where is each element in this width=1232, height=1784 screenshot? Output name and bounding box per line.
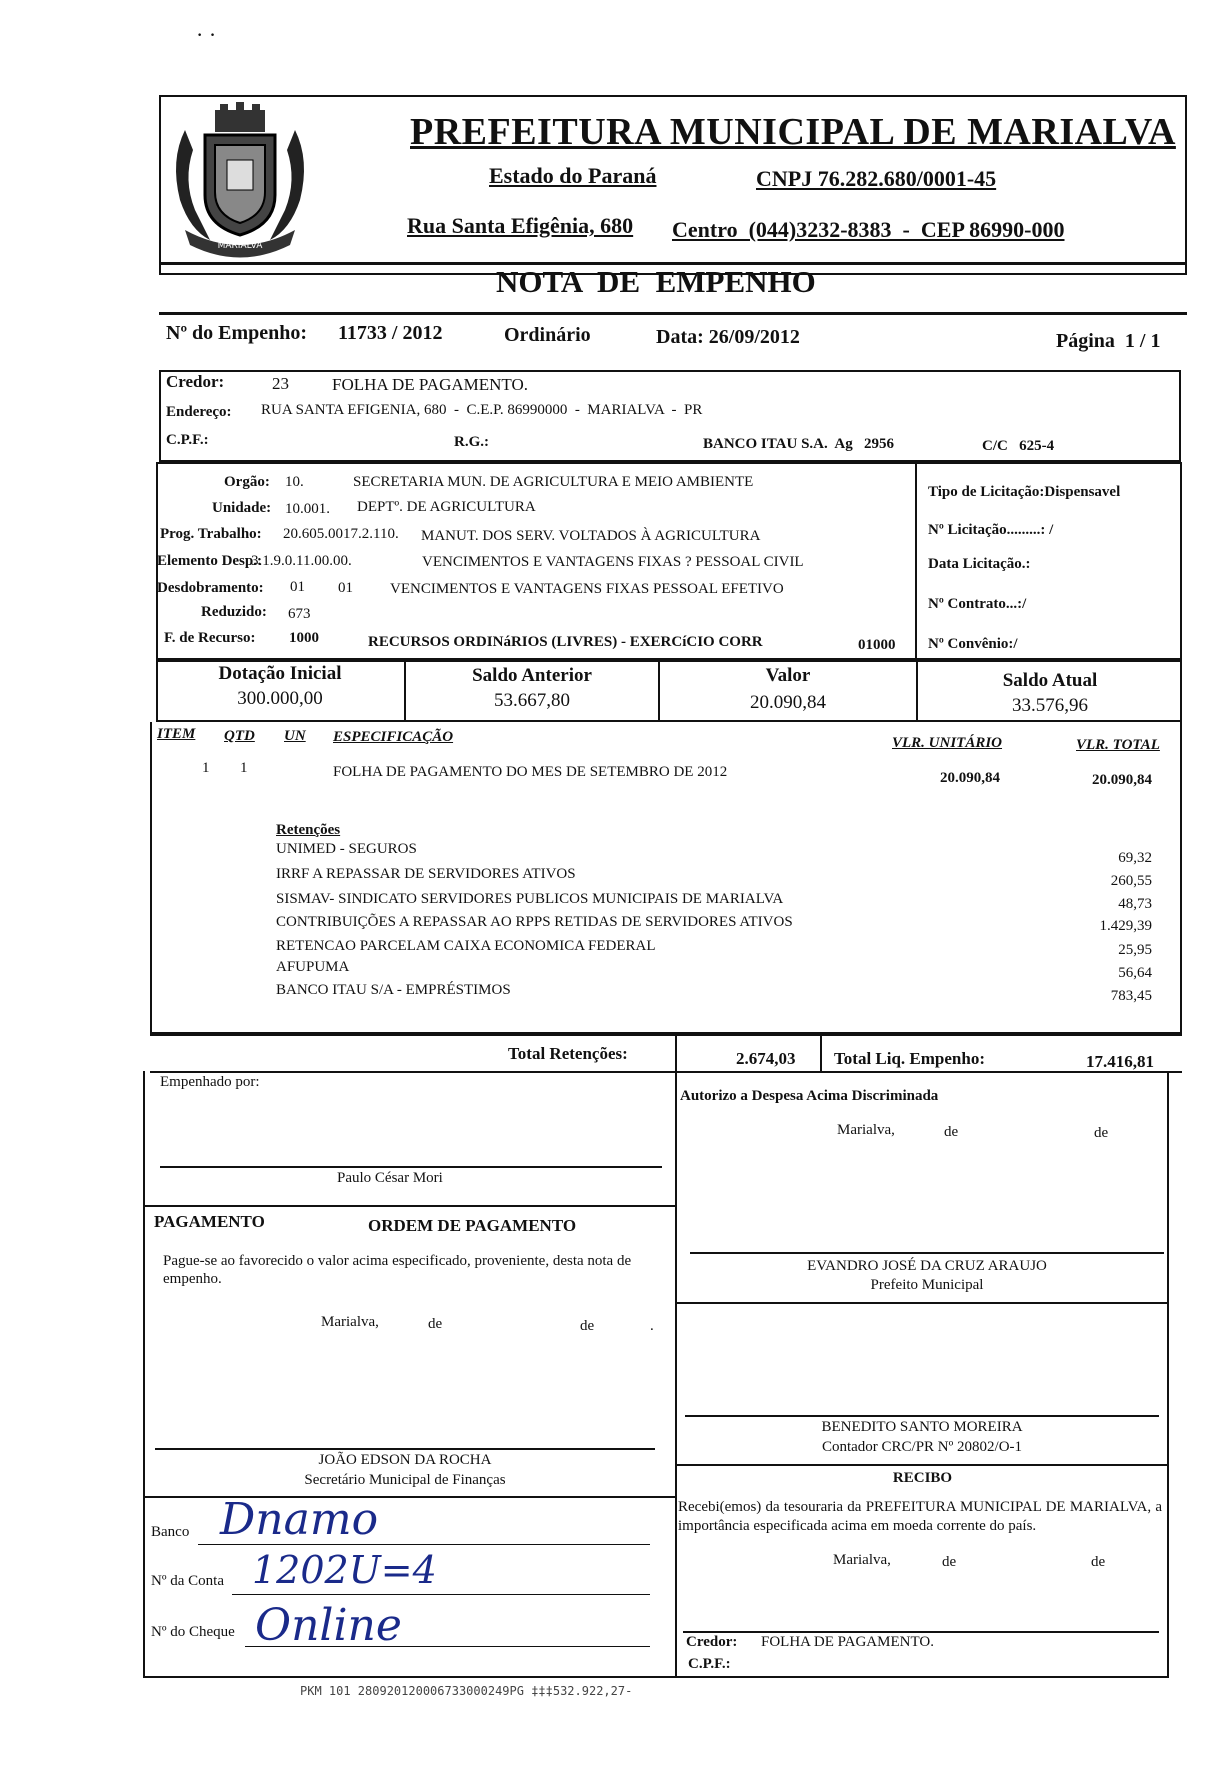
recibo-credor-value: FOLHA DE PAGAMENTO. — [761, 1634, 934, 1650]
retencao-desc: SISMAV- SINDICATO SERVIDORES PUBLICOS MUNICIPAIS DE MARIALVA — [276, 891, 784, 907]
left-dot: . — [650, 1318, 654, 1334]
retencao-desc: BANCO ITAU S/A - EMPRÉSTIMOS — [276, 982, 511, 998]
retencao-value: 25,95 — [1118, 942, 1152, 958]
contador-role: Contador CRC/PR Nº 20802/O-1 — [821, 1439, 1023, 1455]
address-phone-cep: Centro (044)3232-8383 - CEP 86990-000 — [672, 217, 1065, 242]
handwritten-conta: 1202U=4 — [252, 1548, 437, 1592]
scan-marks: · · — [196, 22, 217, 47]
left-de2: de — [580, 1318, 595, 1334]
header-vlr-total: VLR. TOTAL — [1076, 737, 1160, 753]
cpf-label: C.P.F.: — [166, 432, 209, 448]
elemento-desc: VENCIMENTOS E VANTAGENS FIXAS ? PESSOAL CIVIL — [422, 554, 804, 570]
saldo-atual-label: Saldo Atual — [1002, 670, 1098, 691]
orgao-code: 10. — [285, 474, 304, 490]
reduzido-value: 673 — [288, 606, 311, 622]
empenho-type: Ordinário — [504, 324, 591, 346]
empenho-number: 11733 / 2012 — [338, 322, 443, 344]
valor-label: Valor — [765, 665, 811, 686]
unidade-code: 10.001. — [285, 501, 330, 517]
bank-info: BANCO ITAU S.A. Ag 2956 — [703, 436, 894, 452]
municipality-title: PREFEITURA MUNICIPAL DE MARIALVA — [410, 111, 1176, 153]
retencao-value: 48,73 — [1118, 896, 1152, 912]
empenho-date: Data: 26/09/2012 — [656, 326, 800, 348]
header-vlr-unitario: VLR. UNITÁRIO — [892, 735, 1003, 751]
saldo-anterior-label: Saldo Anterior — [472, 665, 592, 686]
right-de2: de — [1094, 1125, 1109, 1141]
total-retencoes-value: 2.674,03 — [736, 1049, 796, 1068]
num-licitacao: Nº Licitação.........: / — [928, 522, 1054, 538]
dotacao-label: Dotação Inicial — [218, 663, 342, 684]
header-item: ITEM — [157, 726, 196, 742]
recurso-desc: RECURSOS ORDINáRIOS (LIVRES) - EXERCíCIO CORR — [368, 634, 763, 650]
recibo-title: RECIBO — [892, 1470, 953, 1486]
ordem-pagamento-label: ORDEM DE PAGAMENTO — [368, 1216, 577, 1235]
row-especificacao: FOLHA DE PAGAMENTO DO MES DE SETEMBRO DE 2012 — [333, 764, 728, 780]
credor-name: FOLHA DE PAGAMENTO. — [332, 375, 528, 394]
empenhado-label: Empenhado por: — [160, 1074, 260, 1090]
credor-label: Credor: — [166, 372, 225, 391]
pagamento-label: PAGAMENTO — [154, 1212, 265, 1231]
row-qtd: 1 — [240, 760, 248, 776]
valor-value: 20.090,84 — [750, 692, 826, 713]
recibo-cpf-label: C.P.F.: — [688, 1656, 731, 1672]
recibo-marialva: Marialva, — [833, 1552, 891, 1568]
recurso-code2: 01000 — [858, 637, 896, 653]
header-qtd: QTD — [224, 728, 255, 744]
retencao-desc: IRRF A REPASSAR DE SERVIDORES ATIVOS — [276, 866, 576, 882]
handwritten-cheque: Online — [255, 1600, 402, 1651]
data-licitacao: Data Licitação.: — [928, 556, 1031, 572]
secretario-role: Secretário Municipal de Finanças — [304, 1472, 506, 1488]
recibo-text: Recebi(emos) da tesouraria da PREFEITURA MUNICIPAL DE MARIALVA, a importância especificada acima em moeda corrente do país. — [678, 1499, 1162, 1534]
secretario-name: JOÃO EDSON DA ROCHA — [318, 1452, 492, 1468]
credor-address: RUA SANTA EFIGENIA, 680 - C.E.P. 86990000 - MARIALVA - PR — [261, 402, 703, 418]
retencao-value: 1.429,39 — [1099, 918, 1152, 934]
row-vlr-total: 20.090,84 — [1092, 772, 1152, 788]
cnpj-label: CNPJ 76.282.680/0001-45 — [756, 166, 997, 191]
reduzido-label: Reduzido: — [201, 604, 267, 620]
retencao-desc: CONTRIBUIÇÕES A REPASSAR AO RPPS RETIDAS DE SERVIDORES ATIVOS — [276, 914, 793, 930]
prog-code: 20.605.0017.2.110. — [283, 526, 399, 542]
credor-code: 23 — [272, 374, 289, 393]
row-vlr-unitario: 20.090,84 — [940, 770, 1000, 786]
prog-desc: MANUT. DOS SERV. VOLTADOS À AGRICULTURA — [421, 528, 761, 544]
saldo-anterior-value: 53.667,80 — [494, 690, 570, 711]
retencao-value: 56,64 — [1118, 965, 1152, 981]
orgao-desc: SECRETARIA MUN. DE AGRICULTURA E MEIO AMBIENTE — [353, 474, 754, 490]
header-especificacao: ESPECIFICAÇÃO — [333, 729, 454, 745]
desdobramento-label: Desdobramento: — [157, 580, 264, 596]
orgao-label: Orgão: — [224, 474, 270, 490]
retencao-desc: AFUPUMA — [276, 959, 350, 975]
prefeito-name: EVANDRO JOSÉ DA CRUZ ARAUJO — [807, 1258, 1047, 1274]
conta-label: Nº da Conta — [151, 1573, 224, 1589]
svg-text:MARIALVA: MARIALVA — [217, 241, 263, 251]
elemento-code: 3.1.9.0.11.00.00. — [251, 553, 352, 569]
coat-of-arms-logo — [165, 100, 315, 258]
total-liquido-value: 17.416,81 — [1086, 1052, 1154, 1071]
num-convenio: Nº Convênio:/ — [928, 636, 1018, 652]
dotacao-value: 300.000,00 — [237, 688, 323, 709]
retencao-desc: UNIMED - SEGUROS — [276, 841, 417, 857]
left-marialva: Marialva, — [321, 1314, 379, 1330]
desdobramento-code2: 01 — [338, 580, 353, 596]
retencao-value: 69,32 — [1118, 850, 1152, 866]
retencoes-title: Retenções — [276, 822, 341, 838]
footer-code: PKM 101 280920120006733000249PG ‡‡‡532.922,27- — [300, 1684, 633, 1698]
rg-label: R.G.: — [454, 434, 489, 450]
saldo-atual-value: 33.576,96 — [1012, 695, 1088, 716]
row-item: 1 — [202, 760, 210, 776]
document-title: NOTA DE EMPENHO — [496, 264, 816, 299]
elemento-label: Elemento Desp.: — [157, 553, 262, 569]
total-retencoes-label: Total Retenções: — [508, 1044, 628, 1063]
unidade-desc: DEPTº. DE AGRICULTURA — [357, 499, 536, 515]
account-info: C/C 625-4 — [982, 438, 1055, 454]
total-liquido-label: Total Liq. Empenho: — [834, 1049, 985, 1068]
tipo-licitacao: Tipo de Licitação:Dispensavel — [928, 484, 1121, 500]
header-un: UN — [284, 728, 306, 744]
empenho-number-label: Nº do Empenho: — [166, 322, 308, 344]
desdobramento-desc: VENCIMENTOS E VANTAGENS FIXAS PESSOAL EFETIVO — [390, 581, 784, 597]
recurso-label: F. de Recurso: — [164, 630, 256, 646]
recibo-credor-label: Credor: — [686, 1634, 738, 1650]
handwritten-banco: Dnamo — [220, 1494, 379, 1545]
recibo-de2: de — [1091, 1554, 1106, 1570]
recibo-de1: de — [942, 1554, 957, 1570]
desdobramento-code1: 01 — [290, 579, 305, 595]
unidade-label: Unidade: — [212, 500, 272, 516]
pague-text: Pague-se ao favorecido o valor acima especificado, proveniente, desta nota de empenho. — [163, 1253, 632, 1287]
autorizo-label: Autorizo a Despesa Acima Discriminada — [680, 1088, 939, 1104]
banco-label: Banco — [151, 1524, 190, 1540]
empenhado-signer: Paulo César Mori — [337, 1170, 443, 1186]
address-field-label: Endereço: — [166, 404, 232, 420]
retencao-value: 783,45 — [1110, 988, 1152, 1004]
retencao-value: 260,55 — [1110, 873, 1152, 889]
page-indicator: Página 1 / 1 — [1056, 330, 1161, 352]
cheque-label: Nº do Cheque — [151, 1624, 235, 1640]
num-contrato: Nº Contrato...:/ — [928, 596, 1027, 612]
prefeito-role: Prefeito Municipal — [870, 1277, 984, 1293]
address-label: Rua Santa Efigênia, 680 — [407, 213, 634, 238]
contador-name: BENEDITO SANTO MOREIRA — [821, 1419, 1023, 1435]
right-de1: de — [944, 1124, 959, 1140]
right-marialva: Marialva, — [837, 1122, 895, 1138]
state-label: Estado do Paraná — [489, 163, 657, 188]
left-de1: de — [428, 1316, 443, 1332]
prog-label: Prog. Trabalho: — [160, 526, 262, 542]
recurso-code: 1000 — [289, 630, 319, 646]
retencao-desc: RETENCAO PARCELAM CAIXA ECONOMICA FEDERAL — [276, 938, 656, 954]
